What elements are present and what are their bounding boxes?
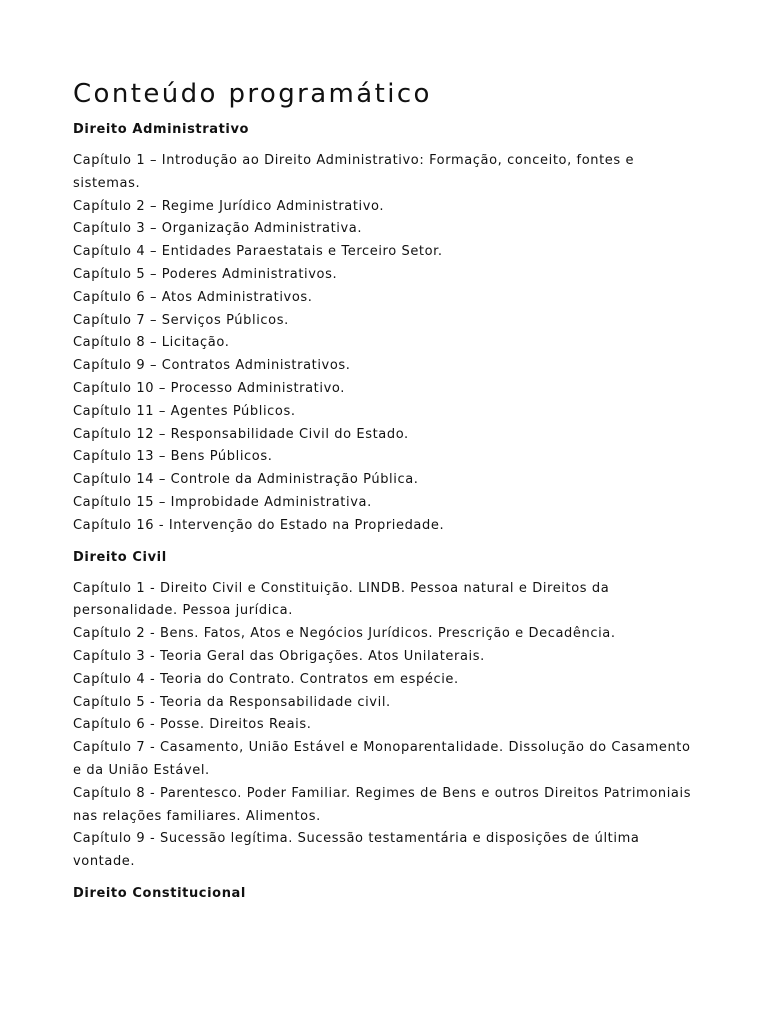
chapter-item: Capítulo 2 – Regime Jurídico Administrativo. [73,198,385,214]
chapter-item: Capítulo 7 - Casamento, União Estável e Monoparentalidade. Dissolução do Casamento e da União Estável. [73,740,691,778]
chapter-item: Capítulo 14 – Controle da Administração Pública. [73,472,419,488]
chapter-item: Capítulo 3 - Teoria Geral das Obrigações. Atos Unilaterais. [73,648,485,664]
document-page [73,78,703,905]
chapter-list-direito-administrativo [73,150,703,538]
chapter-item: Capítulo 2 - Bens. Fatos, Atos e Negócios Jurídicos. Prescrição e Decadência. [73,626,616,642]
chapter-item: Capítulo 1 – Introdução ao Direito Administrativo: Formação, conceito, fontes e sistemas. [73,153,635,191]
chapter-item: Capítulo 5 - Teoria da Responsabilidade civil. [73,694,391,710]
chapter-item: Capítulo 15 – Improbidade Administrativa. [73,494,372,510]
chapter-item: Capítulo 6 – Atos Administrativos. [73,289,313,305]
chapter-item: Capítulo 12 – Responsabilidade Civil do Estado. [73,426,409,442]
chapter-item: Capítulo 8 - Parentesco. Poder Familiar. Regimes de Bens e outros Direitos Patrimoniais nas relações familiares. Alimentos. [73,785,692,824]
chapter-item: Capítulo 9 – Contratos Administrativos. [73,358,351,374]
chapter-item: Capítulo 3 – Organização Administrativa. [73,221,363,237]
section-heading-direito-administrativo: Direito Administrativo [73,122,250,137]
section-heading-direito-civil: Direito Civil [73,549,167,565]
chapter-item: Capítulo 10 – Processo Administrativo. [73,380,345,396]
chapter-item: Capítulo 6 - Posse. Direitos Reais. [73,717,312,733]
chapter-item: Capítulo 11 – Agentes Públicos. [73,403,296,419]
chapter-item: Capítulo 13 – Bens Públicos. [73,449,273,465]
chapter-item: Capítulo 1 - Direito Civil e Constituição. LINDB. Pessoa natural e Direitos da personalidade. Pessoa jurídica. [73,580,610,619]
chapter-item: Capítulo 7 – Serviços Públicos. [73,312,289,328]
chapter-item: Capítulo 16 - Intervenção do Estado na Propriedade. [73,517,445,533]
chapter-list-direito-civil [73,578,703,874]
chapter-item: Capítulo 4 – Entidades Paraestatais e Terceiro Setor. [73,244,443,260]
chapter-item: Capítulo 8 – Licitação. [73,335,230,351]
chapter-item: Capítulo 4 - Teoria do Contrato. Contratos em espécie. [73,671,459,687]
document-title: Conteúdo programático [73,79,432,109]
section-heading-direito-constitucional: Direito Constitucional [73,885,246,901]
chapter-item: Capítulo 9 - Sucessão legítima. Sucessão testamentária e disposições de última vontade. [73,831,640,870]
chapter-item: Capítulo 5 – Poderes Administrativos. [73,266,338,282]
